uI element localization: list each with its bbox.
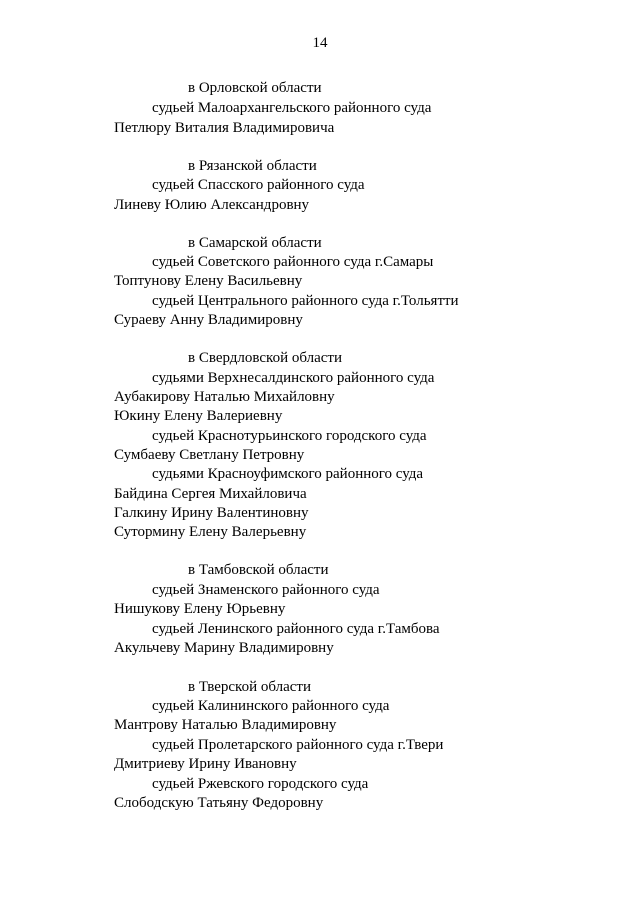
region-heading: в Рязанской области: [188, 158, 317, 174]
region-heading: в Тверской области: [188, 679, 312, 695]
judge-name: Слободскую Татьяну Федоровну: [114, 795, 324, 811]
court-line: судьями Красноуфимского районного суда: [152, 466, 424, 482]
court-line: судьями Верхнесалдинского районного суда: [152, 370, 435, 386]
page-number: 14: [312, 35, 328, 51]
court-line: судьей Спасского районного суда: [152, 177, 365, 193]
judge-name: Петлюру Виталия Владимировича: [114, 120, 335, 136]
judge-name: Топтунову Елену Васильевну: [114, 273, 303, 289]
judge-name: Акульчеву Марину Владимировну: [114, 640, 334, 656]
judge-name: Нишукову Елену Юрьевну: [114, 601, 286, 617]
judge-name: Дмитриеву Ирину Ивановну: [114, 756, 297, 772]
judge-name: Аубакирову Наталью Михайловну: [114, 389, 335, 405]
judge-name: Линеву Юлию Александровну: [114, 197, 310, 213]
court-line: судьей Центрального районного суда г.Тольятти: [152, 293, 459, 309]
court-line: судьей Краснотурьинского городского суда: [152, 428, 427, 444]
judge-name: Юкину Елену Валериевну: [114, 408, 283, 424]
court-line: судьей Ржевского городского суда: [152, 776, 369, 792]
court-line: судьей Советского районного суда г.Самары: [152, 254, 434, 270]
court-line: судьей Ленинского районного суда г.Тамбова: [152, 621, 440, 637]
judge-name: Галкину Ирину Валентиновну: [114, 505, 309, 521]
judge-name: Сумбаеву Светлану Петровну: [114, 447, 305, 463]
judge-name: Байдина Сергея Михайловича: [114, 486, 307, 502]
judge-name: Мантрову Наталью Владимировну: [114, 717, 337, 733]
region-heading: в Тамбовской области: [188, 562, 329, 578]
region-heading: в Орловской области: [188, 80, 322, 96]
court-line: судьей Малоархангельского районного суда: [152, 100, 432, 116]
judge-name: Сутормину Елену Валерьевну: [114, 524, 307, 540]
region-heading: в Свердловской области: [188, 350, 343, 366]
judge-name: Сураеву Анну Владимировну: [114, 312, 303, 328]
court-line: судьей Пролетарского районного суда г.Твери: [152, 737, 444, 753]
court-line: судьей Калининского районного суда: [152, 698, 390, 714]
region-heading: в Самарской области: [188, 235, 322, 251]
court-line: судьей Знаменского районного суда: [152, 582, 380, 598]
